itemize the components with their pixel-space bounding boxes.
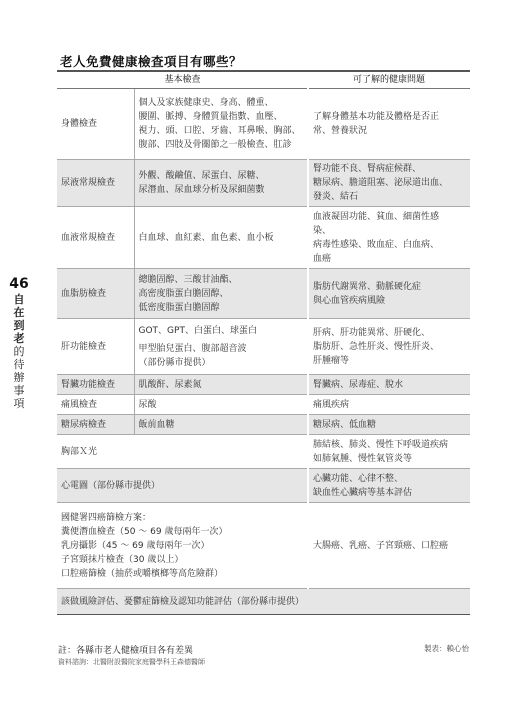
issue-line: 如肺氣腫、慢性氣管炎等 bbox=[313, 453, 413, 464]
source-credit: 資料諮詢：北醫附設醫院家庭醫學科王森德醫師 bbox=[58, 658, 205, 666]
exam-item-line: 總膽固醇、三酸甘油酯、 bbox=[138, 274, 238, 285]
health-issues bbox=[308, 207, 470, 269]
table-row bbox=[57, 435, 470, 469]
table-row bbox=[57, 319, 470, 375]
table-row bbox=[57, 589, 470, 615]
table-row bbox=[57, 269, 470, 319]
table-header-row bbox=[57, 71, 470, 89]
exam-item-line: 口腔癌篩檢（抽菸或嚼檳榔等高危險群） bbox=[61, 568, 224, 579]
issue-line: 脂肪代謝異常、動脈硬化症 bbox=[313, 281, 422, 292]
exam-item-line: 乳房攝影（45 ～ 69 歲每兩年一次） bbox=[61, 540, 210, 551]
health-issues bbox=[308, 503, 470, 589]
issue-line: 肝病、肝功能異常、肝硬化、 bbox=[313, 327, 431, 338]
table-row bbox=[57, 160, 470, 207]
issue-line: 血液凝固功能、貧血、細菌性感 bbox=[313, 211, 440, 222]
exam-items bbox=[134, 395, 308, 415]
side-char: 的 bbox=[13, 345, 25, 358]
table-row bbox=[57, 503, 470, 589]
exam-name: 腎臟功能檢查 bbox=[57, 375, 134, 395]
side-char: 到 bbox=[13, 319, 25, 332]
issue-line: 心臟功能、心律不整、 bbox=[313, 473, 404, 484]
table-row bbox=[57, 395, 470, 415]
exam-name: 國健署四癌篩檢方案： bbox=[61, 512, 152, 523]
side-char: 項 bbox=[13, 397, 25, 410]
exam-item-line: 甲型胎兒蛋白、腹部超音波 bbox=[138, 343, 247, 354]
exam-item-line: 個人及家族健康史、身高、體重、 bbox=[138, 98, 274, 108]
issue-line: 糖尿病、低血糖 bbox=[313, 419, 377, 430]
exam-name: 血液常規檢查 bbox=[57, 207, 134, 269]
exam-name: 糖尿病檢查 bbox=[57, 415, 134, 435]
health-issues bbox=[308, 469, 470, 503]
issue-line: 肝腫瘤等 bbox=[313, 355, 350, 366]
col-header-health-issues: 可了解的健康問題 bbox=[308, 71, 470, 89]
issue-line: 發炎、結石 bbox=[313, 192, 359, 202]
exam-name: 胸部Ｘ光 bbox=[57, 435, 308, 469]
health-issues bbox=[308, 160, 470, 207]
table-row bbox=[57, 89, 470, 160]
exam-items bbox=[134, 415, 308, 435]
health-issues bbox=[308, 435, 470, 469]
side-char: 老 bbox=[13, 332, 25, 345]
issue-line: 肺結核、肺炎、慢性下呼吸道疾病 bbox=[313, 439, 449, 450]
issue-line: 痛風疾病 bbox=[313, 399, 350, 410]
exam-items bbox=[134, 89, 308, 160]
exam-name: 該做風險評估、憂鬱症篩檢及認知功能評估（部份縣市提供） bbox=[57, 589, 470, 615]
col-header-basic-exam: 基本檢查 bbox=[57, 71, 308, 89]
issue-line: 了解身體基本功能及體格是否正 bbox=[313, 112, 440, 122]
exam-name: 心電圖（部份縣市提供） bbox=[57, 469, 308, 503]
health-issues bbox=[308, 269, 470, 319]
health-issues bbox=[308, 415, 470, 435]
issue-line: 脂肪肝、急性肝炎、慢性肝炎、 bbox=[313, 341, 440, 352]
page-number: 46 bbox=[9, 276, 29, 292]
exam-item-line: GOT、GPT、白蛋白、球蛋白 bbox=[138, 325, 257, 336]
side-char: 辦 bbox=[13, 371, 25, 384]
exam-item-line: 飯前血糖 bbox=[138, 419, 175, 430]
side-char: 待 bbox=[13, 358, 25, 371]
exam-name: 身體檢查 bbox=[61, 119, 98, 129]
section-vertical-title bbox=[6, 293, 32, 410]
exam-name: 血脂肪檢查 bbox=[57, 269, 134, 319]
issue-line: 染、 bbox=[313, 225, 332, 236]
health-issues bbox=[308, 395, 470, 415]
table-credit: 製表：賴心怡 bbox=[424, 644, 469, 653]
table-row bbox=[57, 375, 470, 395]
issue-line: 缺血性心臟病等基本評估 bbox=[313, 487, 413, 498]
exam-item-line: 白血球、血紅素、血色素、血小板 bbox=[138, 232, 274, 243]
exam-name: 肝功能檢查 bbox=[57, 319, 134, 375]
table-row bbox=[57, 207, 470, 269]
page-title: 老人免費健康檢查項目有哪些？ bbox=[60, 54, 243, 69]
health-check-table bbox=[57, 70, 470, 615]
side-char: 事 bbox=[13, 384, 25, 397]
issue-line: 腎臟病、尿毒症、脫水 bbox=[313, 379, 404, 390]
issue-line: 糖尿病、膽道阻塞、泌尿道出血、 bbox=[313, 178, 449, 188]
exam-item-line: 肌酸酐、尿素氮 bbox=[138, 379, 202, 390]
issue-line: 常、營養狀況 bbox=[313, 126, 368, 136]
exam-item-line: 腹部、四肢及骨關節之一般檢查、肛診 bbox=[138, 140, 292, 150]
table-row bbox=[57, 469, 470, 503]
issue-line: 與心血管疾病風險 bbox=[313, 295, 386, 306]
issue-line: 大腸癌、乳癌、子宮頸癌、口腔癌 bbox=[313, 540, 449, 551]
exam-item-line: 子宮頸抹片檢查（30 歲以上） bbox=[61, 554, 184, 565]
side-char: 自 bbox=[13, 293, 25, 306]
side-margin bbox=[6, 275, 32, 410]
exam-items bbox=[134, 160, 308, 207]
exam-name: 痛風檢查 bbox=[57, 395, 134, 415]
table-row bbox=[57, 415, 470, 435]
exam-item-line: 高密度脂蛋白膽固醇、 bbox=[138, 288, 229, 299]
side-char: 在 bbox=[13, 306, 25, 319]
exam-item-line: 視力、頭、口腔、牙齒、耳鼻喉、胸部、 bbox=[138, 126, 301, 136]
exam-item-line: 尿酸 bbox=[138, 399, 157, 410]
exam-item-line: （部份縣市提供） bbox=[138, 357, 211, 368]
footnote: 註：各縣市老人健檢項目各有差異 bbox=[58, 646, 194, 656]
health-issues bbox=[308, 89, 470, 160]
exam-item-line: 外觀、酸鹼值、尿蛋白、尿糖、 bbox=[138, 171, 265, 181]
cancer-screening bbox=[57, 503, 308, 589]
issue-line: 腎功能不良、腎病症候群、 bbox=[313, 164, 422, 174]
exam-item-line: 糞便潛血檢查（50 ～ 69 歲每兩年一次） bbox=[61, 526, 228, 537]
exam-item-line: 低密度脂蛋白膽固醇 bbox=[138, 302, 220, 313]
exam-items bbox=[134, 319, 308, 375]
issue-line: 病毒性感染、敗血症、白血病、 bbox=[313, 239, 440, 250]
exam-item-line: 尿潛血、尿血球分析及尿細菌數 bbox=[138, 185, 265, 195]
exam-items bbox=[134, 269, 308, 319]
exam-items bbox=[134, 207, 308, 269]
exam-item-line: 腰圍、脈搏、身體質量指數、血壓、 bbox=[138, 112, 283, 122]
issue-line: 血癌 bbox=[313, 253, 332, 264]
exam-name: 尿液常規檢查 bbox=[57, 160, 134, 207]
exam-items bbox=[134, 375, 308, 395]
health-issues bbox=[308, 375, 470, 395]
health-issues bbox=[308, 319, 470, 375]
